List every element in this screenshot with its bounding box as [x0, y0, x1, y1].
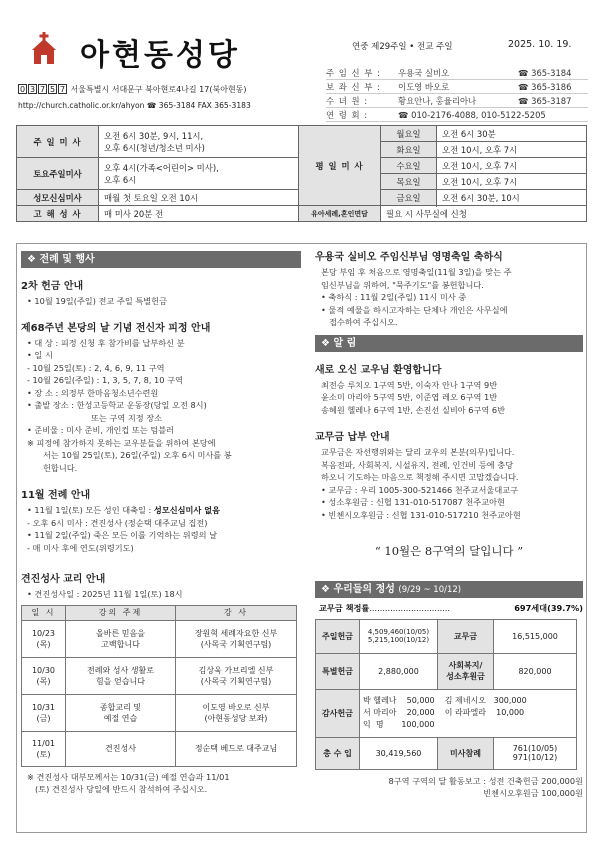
- november-liturgy: [21, 486, 301, 554]
- parish-fax: FAX 365-3183: [197, 101, 251, 110]
- retreat-line: • 대 상 : 피정 신청 후 참가비를 납부하신 분: [27, 337, 185, 348]
- tithe-title: 교무금 납부 안내: [315, 432, 390, 443]
- second-collection: [21, 277, 301, 308]
- lecture-row: [22, 657, 297, 694]
- sacrament-value: 필요 시 사무실에 신청: [381, 206, 587, 222]
- welcome-line: 윤소미 마리아 5구역 5반, 이준엽 레오 6구역 1반: [321, 392, 498, 402]
- tithe-rate-line: [315, 602, 583, 615]
- tithe-line: 복음전파, 사회복지, 시설유지, 전례, 인건비 등에 충당: [321, 459, 514, 470]
- weekday-time: 오전 10시, 오후 7시: [437, 158, 587, 174]
- lecture-speaker: [176, 694, 297, 731]
- holy-hour-value: 매월 첫 토요일 오전 10시: [99, 190, 299, 206]
- confirmation-notice: [21, 570, 301, 796]
- thanks-line: 서 마리아 20,000 이 라파엘라 10,000: [363, 708, 525, 717]
- lecture-topic-line: 올바른 믿음을: [96, 628, 145, 638]
- thanks-line: 박 헬레나 50,000 김 제네시오 300,000: [363, 696, 527, 705]
- tithe-line: 하오니 기도하는 마음으로 책정해 주시면 고맙겠습니다.: [321, 472, 519, 482]
- clergy-name: [398, 110, 546, 120]
- saturday-mass-times: [99, 158, 299, 190]
- pastor-feast-lines: [315, 266, 583, 329]
- sunday-mass-times: [99, 126, 299, 158]
- retreat-line: ※ 피정에 참가하지 못하는 교우분들을 위하여 본당에: [27, 437, 216, 448]
- lecture-head: 일 시: [22, 605, 66, 620]
- mass-attendance-value: [494, 737, 577, 769]
- saturday-line: 오후 4시(가족<어린이> 미사),: [104, 162, 219, 173]
- confirmation-note: [21, 771, 301, 796]
- phone-icon: ☎: [398, 109, 412, 120]
- clergy-role: 연 령 회 :: [326, 109, 369, 120]
- confirmation-date: • 견진성사일 : 2025년 11월 1일(토) 18시: [27, 589, 183, 599]
- mass-schedule-table: [16, 125, 587, 222]
- tithe-notice: [315, 428, 583, 521]
- lecture-row: [22, 731, 297, 766]
- retreat-line: - 10월 25일(토) : 2, 4, 6, 9, 11 구역: [27, 362, 165, 373]
- retreat-line: • 준비물 : 미사 준비, 개인컵 또는 텀블러: [27, 425, 175, 435]
- lecture-topic: [66, 694, 176, 731]
- saturday-line: 오후 6시: [104, 174, 137, 185]
- november-line: [21, 504, 301, 517]
- weekday-time: 오전 10시, 오후 7시: [437, 174, 587, 190]
- clergy-name: 이도영 바오로: [398, 81, 450, 92]
- clergy-tel-number: 365-3187: [531, 95, 572, 106]
- parish-tel: 365-3184: [158, 101, 196, 110]
- pastor-line: 임신부님을 위하여, "묵주기도"를 봉헌합니다.: [321, 279, 484, 290]
- clergy-phone-numbers: 010-2176-4088, 010-5122-5205: [411, 109, 546, 120]
- lecture-topic-line: 전례와 성사 생활로: [87, 665, 154, 675]
- pastor-line: • 축하식 : 11월 2일(주일) 11시 미사 중: [321, 292, 467, 302]
- tithe-line: • 빈첸시오후원금 : 신협 131-010-517210 천주교아현: [321, 509, 521, 520]
- clergy-row: [326, 94, 588, 108]
- tithe-label: 교무금: [438, 619, 494, 653]
- address: [18, 84, 247, 95]
- notice-section-header: ❖ 알 림: [315, 335, 583, 352]
- clergy-list: [326, 66, 588, 122]
- tithe-amount: 16,515,000: [494, 619, 577, 653]
- welfare-value: 820,000: [494, 653, 577, 689]
- postal-digit: 0: [19, 85, 26, 94]
- clergy-tel: [518, 68, 588, 78]
- november-line: • 11월 2일(주일) 죽은 모든 이를 기억하는 위령의 날: [27, 530, 218, 540]
- district-report: [315, 775, 583, 800]
- lecture-speaker-line: (아현동성당 보좌): [204, 713, 268, 723]
- november-bold-text: 성모신심미사 없음: [153, 505, 221, 515]
- lecture-speaker: [176, 620, 297, 657]
- clergy-tel-number: 365-3186: [531, 81, 572, 92]
- lecture-date: [22, 620, 66, 657]
- postal-digit: 3: [29, 85, 36, 94]
- lecture-topic-line: 예절 연습: [103, 713, 138, 723]
- right-column: [315, 248, 583, 800]
- sunday-mass-label: 주 일 미 사: [17, 126, 99, 158]
- welfare-label: [438, 653, 494, 689]
- parish-title: 아현동성당: [80, 38, 240, 73]
- clergy-role: 수 녀 원 :: [326, 95, 369, 106]
- lecture-date-weekday: (토): [36, 749, 51, 759]
- postal-digit: 5: [49, 85, 56, 94]
- sunday-line: 오후 6시(청년/청소년 미사): [104, 142, 205, 153]
- weekday-day: 금요일: [381, 190, 437, 206]
- lecture-date-day: 10/23: [31, 628, 56, 638]
- november-line: - 매 미사 후에 연도(위령기도): [27, 542, 134, 553]
- november-line-text: • 11월 1일(토) 모든 성인 대축일 :: [27, 505, 154, 515]
- retreat-notice: [21, 319, 301, 475]
- lecture-topic: 견진성사: [66, 731, 176, 766]
- lecture-table: [21, 605, 297, 767]
- weekday-time: 오전 10시, 오후 7시: [437, 142, 587, 158]
- lecture-date-day: 11/01: [31, 738, 56, 748]
- pastor-feast-notice: [315, 248, 583, 329]
- confirmation-title: 견진성사 교리 안내: [21, 574, 106, 585]
- pastor-line: • 물적 예물을 하시고자하는 단체나 개인은 사무실에: [321, 304, 508, 315]
- sunday-offering-line: 4,509,460(10/05): [367, 628, 430, 636]
- lecture-row: [22, 620, 297, 657]
- lecture-speaker-line: 이도영 바오로 신부: [202, 702, 270, 712]
- second-collection-title: 2차 헌금 안내: [21, 281, 84, 292]
- website-link[interactable]: http://church.catholic.or.kr/ahyon: [18, 101, 145, 110]
- confession-value: 매 미사 20분 전: [99, 206, 299, 222]
- second-collection-item: • 10월 19일(주일) 전교 주일 특별헌금: [27, 296, 167, 306]
- liturgy-section-header: ❖ 전례 및 행사: [21, 251, 301, 268]
- welcome-title: 새로 오신 교우님 환영합니다: [315, 364, 442, 376]
- lecture-topic-line: 고백합니다: [101, 639, 140, 649]
- liturgical-day: 연중 제29주일 • 전교 주일: [352, 42, 453, 52]
- phone-icon: ☎: [518, 67, 532, 78]
- lecture-topic-line: 힘을 얻습니다: [96, 676, 145, 686]
- finance-section-title: ❖ 우리들의 정성: [321, 584, 395, 595]
- november-line: - 오후 6시 미사 : 견진성사 (정순택 대주교님 집전): [27, 517, 208, 528]
- retreat-title: 제68주년 본당의 날 기념 전신자 피정 안내: [21, 322, 211, 334]
- lecture-speaker: 정순택 베드로 대주교님: [176, 731, 297, 766]
- weekday-time: 오전 6시 30분, 10시: [437, 190, 587, 206]
- lecture-speaker-line: (사목국 기획연구팀): [200, 639, 272, 649]
- lecture-date: [22, 657, 66, 694]
- lecture-topic-line: 종합교리 및: [99, 702, 142, 712]
- special-offering-label: 특별헌금: [316, 653, 360, 689]
- clergy-row: [326, 108, 588, 122]
- lecture-date-weekday: (금): [36, 713, 51, 723]
- welfare-label-line: 사회복지/: [448, 661, 483, 670]
- special-offering-value: 2,880,000: [360, 653, 438, 689]
- welcome-notice: [315, 361, 583, 417]
- clergy-role: 보 좌 신 부 :: [326, 81, 381, 92]
- lecture-row: [22, 694, 297, 731]
- pastor-line: 본당 부임 후 처음으로 영명축일(11월 3일)을 맞는 주: [321, 267, 512, 277]
- sunday-line: 오전 6시 30분, 9시, 11시,: [104, 130, 204, 141]
- retreat-line: • 출발 장소 : 한성고등학교 운동장(당일 오전 8시): [27, 400, 207, 410]
- tithe-line: • 성소후원금 : 신협 131-010-517087 천주교아현: [321, 497, 505, 507]
- welcome-line: 최전승 루치오 1구역 5반, 이숙자 안나 1구역 9반: [321, 379, 498, 390]
- welcome-line: 송혜원 헬레나 6구역 1반, 손진선 실비아 6구역 6반: [321, 404, 506, 415]
- welcome-lines: [315, 379, 583, 417]
- confirmation-note-line: ※ 견진성사 대부모께서는 10/31(금) 예절 연습과 11/01: [27, 771, 230, 782]
- finance-row: [316, 737, 577, 769]
- weekday-mass-label: 평 일 미 사: [299, 126, 381, 206]
- lecture-head: 강 사: [176, 605, 297, 620]
- holy-hour-label: 성모신심미사: [17, 190, 99, 206]
- finance-period: (9/29 ~ 10/12): [398, 585, 462, 595]
- confirmation-note-line: (토) 견진성사 당일에 반드시 참석하여 주십시오.: [35, 784, 208, 794]
- retreat-line: - 10월 26일(주일) : 1, 3, 5, 7, 8, 10 구역: [27, 375, 183, 385]
- total-income-value: 30,419,560: [360, 737, 438, 769]
- lecture-speaker: [176, 657, 297, 694]
- saturday-mass-label: 토요주일미사: [17, 158, 99, 190]
- finance-row: [316, 689, 577, 737]
- district-month-quote: “ 10월은 8구역의 달입니다 ”: [374, 544, 524, 558]
- lecture-date-weekday: (목): [36, 676, 51, 686]
- phone-icon: ☎: [518, 95, 532, 106]
- postal-digit: 7: [59, 85, 66, 94]
- clergy-tel: [518, 96, 588, 106]
- sunday-offering-label: 주일헌금: [316, 619, 360, 653]
- welfare-label-line: 성소후원금: [446, 672, 485, 681]
- sunday-offering-line: 5,215,100(10/12): [367, 636, 430, 644]
- lecture-date-day: 10/30: [31, 665, 56, 675]
- phone-icon: ☎: [518, 81, 532, 92]
- november-lines: [21, 504, 301, 554]
- left-column: [21, 251, 301, 796]
- weekday-time: 오전 6시 30분: [437, 126, 587, 142]
- lecture-date-weekday: (목): [36, 639, 51, 649]
- tithe-line: 교무금은 자선행위와는 달리 교우의 본분(의무)입니다.: [321, 447, 515, 457]
- retreat-line: • 장 소 : 의정부 한마음청소년수련원: [27, 387, 159, 398]
- lecture-speaker-line: 장원혁 세례자요한 신부: [194, 628, 278, 638]
- church-logo-icon: [30, 32, 58, 64]
- clergy-name: 황요안나, 홍율리아나: [398, 95, 477, 106]
- thanks-offering-label: 감사헌금: [316, 689, 360, 737]
- retreat-line: 또는 구역 지정 장소: [91, 412, 163, 423]
- district-report-line: 8구역 구역의 달 활동보고 : 성전 건축헌금 200,000원: [388, 775, 583, 786]
- sacrament-label: 유아세례,혼인면담: [299, 206, 381, 222]
- weekday-day: 화요일: [381, 142, 437, 158]
- weekday-day: 월요일: [381, 126, 437, 142]
- lecture-date: [22, 731, 66, 766]
- pastor-line: 접수하여 주십시오.: [329, 317, 398, 327]
- weekday-day: 수요일: [381, 158, 437, 174]
- retreat-line: • 일 시: [27, 350, 53, 360]
- lecture-speaker-line: (사목국 기획연구팀): [200, 676, 272, 686]
- mass-attendance-line: 761(10/05): [512, 744, 558, 753]
- finance-row: [316, 653, 577, 689]
- lecture-topic: [66, 657, 176, 694]
- retreat-line: 서는 10월 25일(토), 26일(주일) 오후 6시 미사를 봉: [43, 450, 232, 460]
- sunday-offering-value: [360, 619, 438, 653]
- tithe-rate-label: 교무금 책정률: [319, 603, 370, 613]
- confession-label: 고 해 성 사: [17, 206, 99, 222]
- mass-attendance-label: 미사참례: [438, 737, 494, 769]
- clergy-name: 우용국 실비오: [398, 67, 450, 78]
- finance-row: [316, 619, 577, 653]
- tithe-rate-value: 697세대(39.7%): [514, 603, 583, 613]
- contact-line: [18, 101, 251, 110]
- clergy-row: [326, 66, 588, 80]
- clergy-row: [326, 80, 588, 94]
- lecture-date: [22, 694, 66, 731]
- clergy-role: 주 임 신 부 :: [326, 67, 381, 78]
- lecture-topic: [66, 620, 176, 657]
- lecture-head: 강의 주제: [66, 605, 176, 620]
- clergy-tel: [518, 82, 588, 92]
- retreat-lines: [21, 337, 301, 475]
- tithe-lines: [315, 446, 583, 521]
- address-text: 서울특별시 서대문구 북아현로4나길 17(북아현동): [70, 85, 247, 94]
- thanks-offering-list: [360, 689, 577, 737]
- pastor-feast-title: 우용국 실비오 주임신부님 영명축일 축하식: [315, 252, 503, 263]
- retreat-line: 헌합니다.: [43, 462, 78, 473]
- mass-attendance-line: 971(10/12): [512, 753, 558, 762]
- weekday-day: 목요일: [381, 174, 437, 190]
- tithe-rate-dots: ...............................: [369, 603, 450, 613]
- finance-table: [315, 619, 577, 770]
- lecture-date-day: 10/31: [31, 702, 56, 712]
- clergy-tel-number: 365-3184: [531, 67, 572, 78]
- thanks-line: 익 명 100,000: [363, 720, 435, 729]
- november-title: 11월 전례 안내: [21, 490, 91, 501]
- total-income-label: 총 수 입: [316, 737, 360, 769]
- phone-icon: ☎: [146, 101, 157, 110]
- lecture-speaker-line: 김상욱 가브리엘 신부: [198, 665, 274, 675]
- postal-digit: 7: [39, 85, 46, 94]
- district-report-line: 빈첸시오후원금 100,000원: [483, 788, 583, 798]
- finance-section-header: [315, 581, 583, 598]
- bulletin-date: 2025. 10. 19.: [508, 39, 572, 50]
- tithe-line: • 교무금 : 우리 1005-300-521466 천주교서울대교구: [321, 484, 519, 495]
- content-frame: [16, 243, 587, 833]
